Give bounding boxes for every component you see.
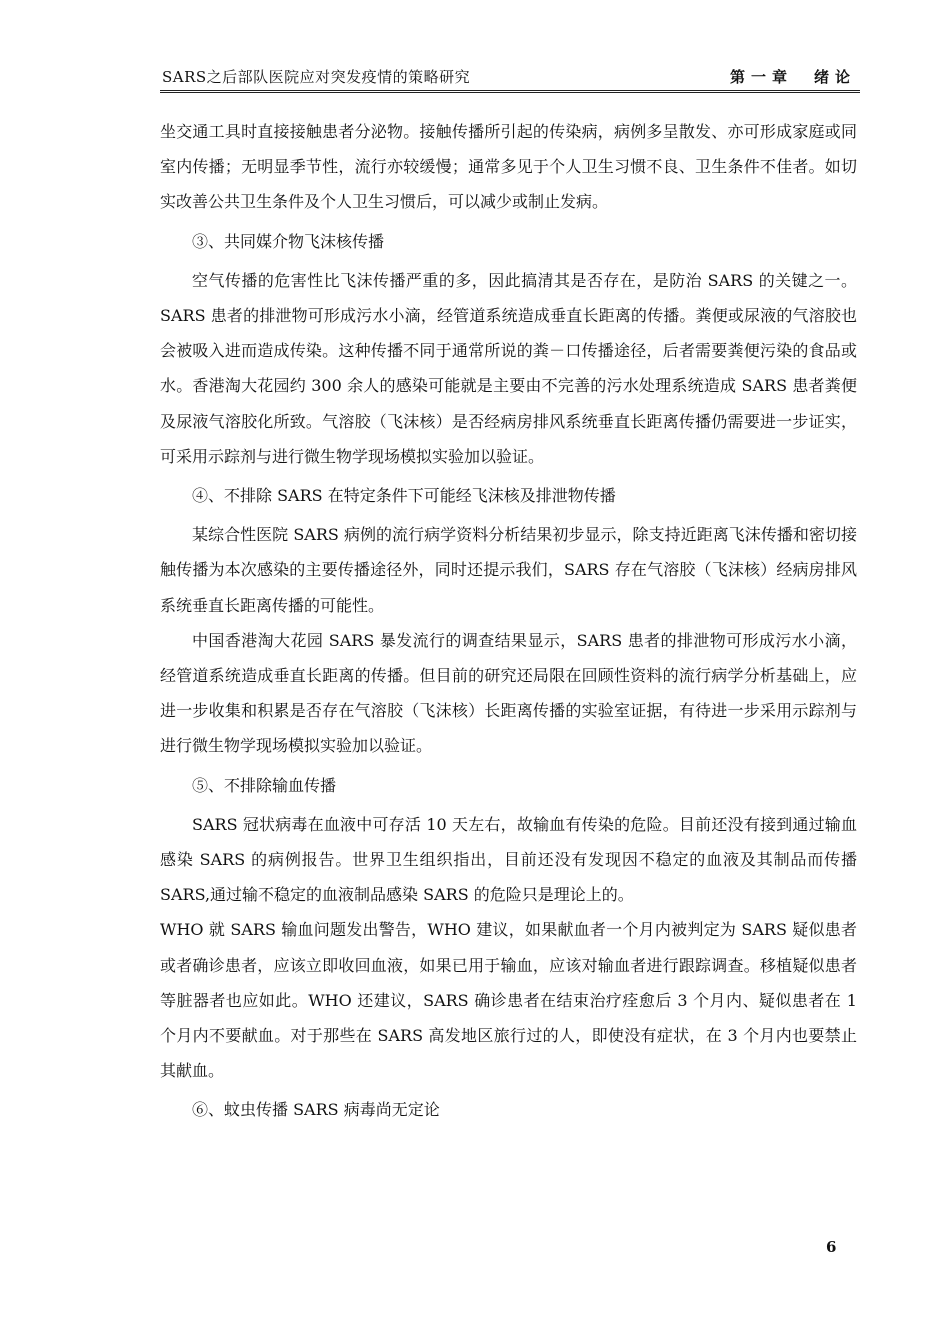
paragraph-hospital-analysis: 某综合性医院 SARS 病例的流行病学资料分析结果初步显示，除支持近距离飞沫传播和密切接触传播为本次感染的主要传播途径外，同时还提示我们，SARS 存在气溶胶（飞沫核）经病房排风系统垂直长距离传播的可能性。	[160, 525, 857, 615]
subheading-mosquito-transmission: ⑥、蚊虫传播 SARS 病毒尚无定论	[192, 1100, 440, 1120]
running-header	[160, 58, 860, 90]
paragraph-blood-survival: SARS 冠状病毒在血液中可存活 10 天左右，故输血有传染的危险。目前还没有接到通过输血感染 SARS 的病例报告。世界卫生组织指出，目前还没有发现因不稳定的血液及其制品而传播 SARS,通过输不稳定的血液制品感染 SARS 的危险只是理论上的。	[160, 814, 857, 905]
page-body	[160, 114, 857, 1132]
paragraph-amoy-gardens: 中国香港淘大花园 SARS 暴发流行的调查结果显示，SARS 患者的排泄物可形成污水小滴，经管道系统造成垂直长距离的传播。但目前的研究还局限在回顾性资料的流行病学分析基础上，应进一步收集和积累是否存在气溶胶（飞沫核）长距离传播的实验室证据，有待进一步采用示踪剂与进行微生物学现场模拟实验加以验证。	[160, 630, 857, 756]
header-title: SARS之后部队医院应对突发疫情的策略研究	[162, 68, 471, 86]
header-chapter: 第一章 绪论	[729, 68, 856, 86]
paragraph-who-warning: WHO 就 SARS 输血问题发出警告，WHO 建议，如果献血者一个月内被判定为 SARS 疑似患者或者确诊患者，应该立即收回血液，如果已用于输血，应该对输血者进行跟踪调查。移植疑似患者等脏器者也应如此。WHO 还建议，SARS 确诊患者在结束治疗痊愈后 3 个月内、疑似患者在 1 个月内不要献血。对于那些在 SARS 高发地区旅行过的人，即使没有症状，在 3 个月内也要禁止其献血。	[160, 920, 857, 1081]
paragraph-contact-transmission: 坐交通工具时直接接触患者分泌物。接触传播所引起的传染病，病例多呈散发、亦可形成家庭或同室内传播；无明显季节性，流行亦较缓慢；通常多见于个人卫生习惯不良、卫生条件不佳者。如切实改善公共卫生条件及个人卫生习惯后，可以减少或制止发病。	[160, 122, 857, 212]
subheading-excreta-transmission: ④、不排除 SARS 在特定条件下可能经飞沫核及排泄物传播	[192, 486, 616, 506]
subheading-blood-transfusion: ⑤、不排除输血传播	[192, 775, 337, 795]
subheading-droplet-nuclei: ③、共同媒介物飞沫核传播	[192, 231, 385, 251]
paragraph-airborne-transmission: 空气传播的危害性比飞沫传播严重的多，因此搞清其是否存在，是防治 SARS 的关键之一。SARS 患者的排泄物可形成污水小滴，经管道系统造成垂直长距离的传播。粪便或尿液的气溶胶也会被吸入进而造成传染。这种传播不同于通常所说的粪－口传播途径，后者需要粪便污染的食品或水。香港淘大花园约 300 余人的感染可能就是主要由不完善的污水处理系统造成 SARS 患者粪便及尿液气溶胶化所致。气溶胶（飞沫核）是否经病房排风系统垂直长距离传播仍需要进一步证实，可采用示踪剂与进行微生物学现场模拟实验加以验证。	[160, 270, 857, 466]
header-rule	[160, 90, 860, 93]
page-number: 6	[826, 1238, 837, 1256]
